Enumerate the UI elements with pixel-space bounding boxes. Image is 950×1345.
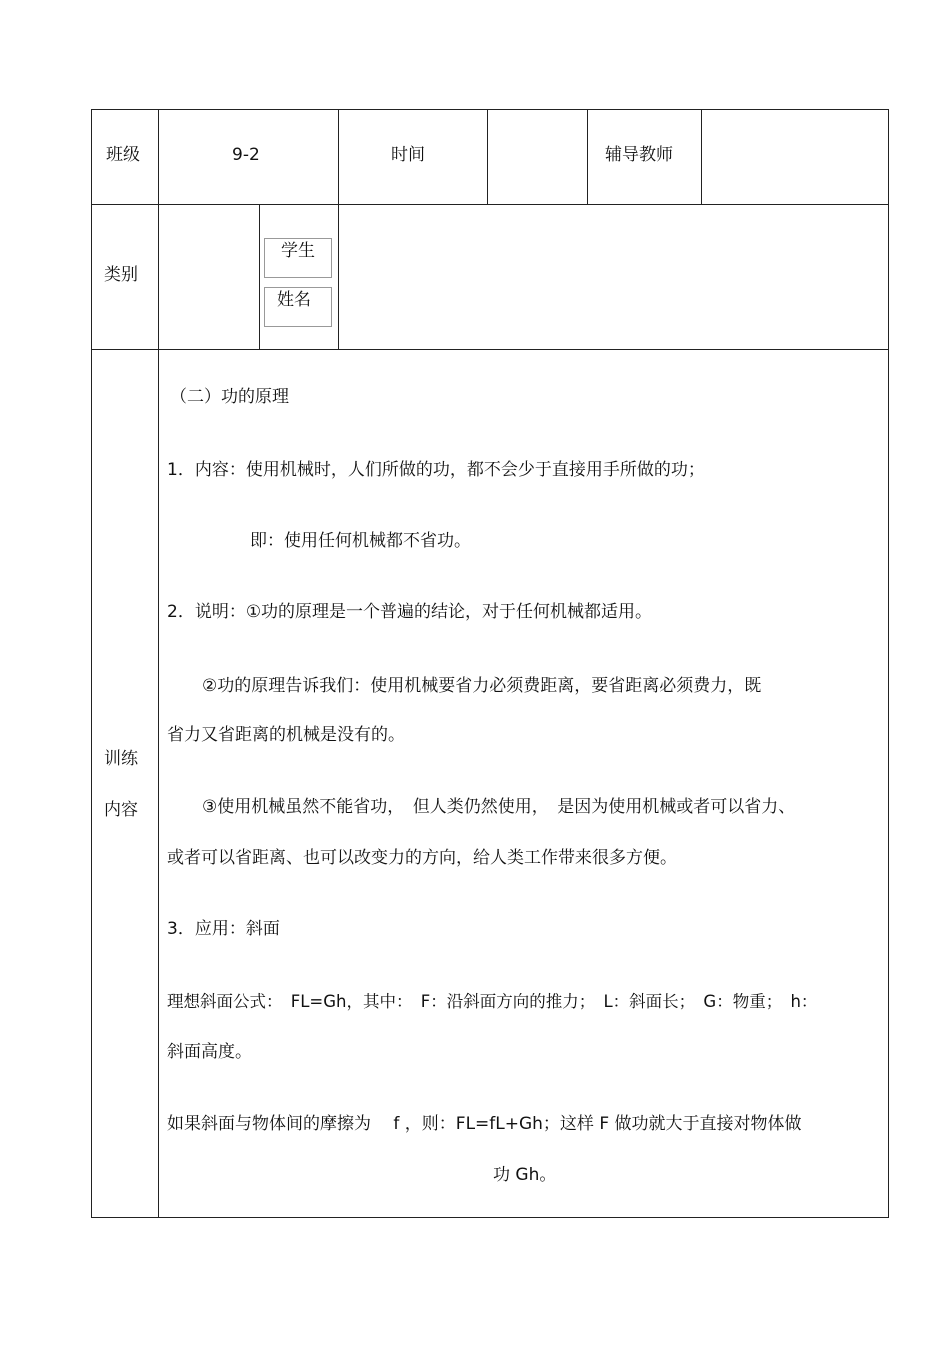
content-line: 2．说明：①功的原理是一个普遍的结论，对于任何机械都适用。 xyxy=(167,602,653,622)
time-label: 时间 xyxy=(391,145,425,165)
content-line: ②功的原理告诉我们：使用机械要省力必须费距离，要省距离必须费力，既 xyxy=(202,676,762,696)
student-label-line2: 姓名 xyxy=(277,290,311,310)
content-label-line2: 内容 xyxy=(104,800,138,820)
student-label-box-1 xyxy=(264,238,332,278)
col-divider xyxy=(259,204,260,350)
content-line: 理想斜面公式： FL=Gh，其中： F：沿斜面方向的推力； L：斜面长； G：物重； h： xyxy=(167,992,818,1011)
col-divider xyxy=(487,110,488,204)
content-line: 如果斜面与物体间的摩擦为 f ，则：FL=fL+Gh；这样 F 做功就大于直接对物体做 xyxy=(167,1114,802,1134)
row-divider xyxy=(92,204,888,205)
student-label-box-2 xyxy=(264,287,332,327)
content-line: 斜面高度。 xyxy=(167,1042,252,1062)
content-line: （二）功的原理 xyxy=(170,387,289,407)
content-line: 省力又省距离的机械是没有的。 xyxy=(167,725,405,745)
student-label-line1: 学生 xyxy=(281,241,315,261)
category-label: 类别 xyxy=(104,265,138,285)
content-line: 3．应用：斜面 xyxy=(167,919,280,939)
content-line: 即：使用任何机械都不省功。 xyxy=(250,531,471,551)
col-divider xyxy=(587,110,588,204)
content-line: 或者可以省距离、也可以改变力的方向，给人类工作带来很多方便。 xyxy=(167,848,677,868)
content-line: 1．内容：使用机械时，人们所做的功，都不会少于直接用手所做的功； xyxy=(167,460,705,480)
col-divider xyxy=(158,110,159,1217)
content-label-line1: 训练 xyxy=(104,749,138,769)
row-divider xyxy=(92,349,888,350)
col-divider xyxy=(338,110,339,350)
tutor-label: 辅导教师 xyxy=(605,145,673,165)
class-label: 班级 xyxy=(106,145,140,165)
record-table xyxy=(91,109,889,1218)
content-line: 功 Gh。 xyxy=(493,1165,557,1185)
col-divider xyxy=(701,110,702,204)
content-line: ③使用机械虽然不能省功， 但人类仍然使用， 是因为使用机械或者可以省力、 xyxy=(202,797,796,817)
class-value: 9-2 xyxy=(232,145,260,165)
